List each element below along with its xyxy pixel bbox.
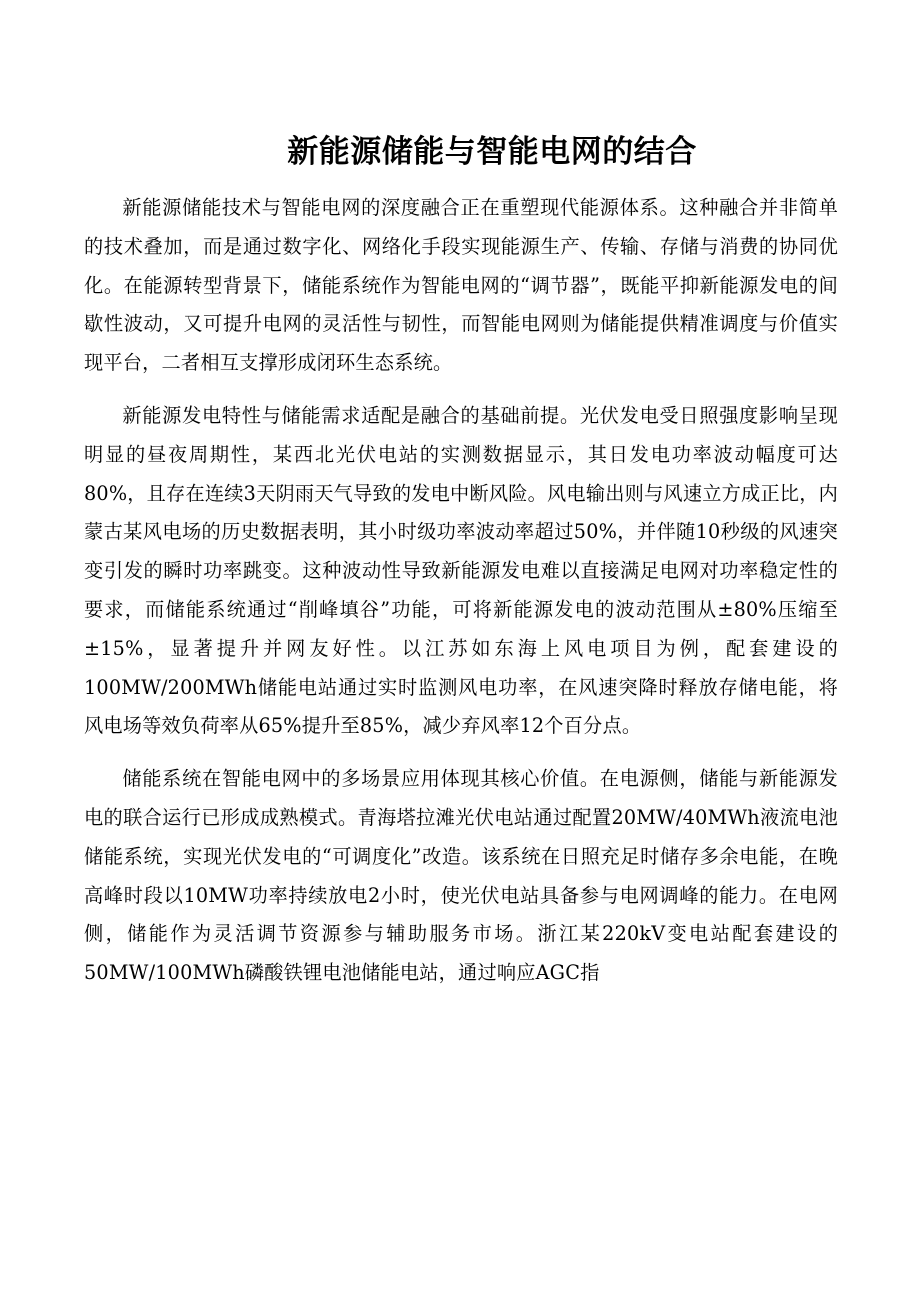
paragraph-application-scenarios: 储能系统在智能电网中的多场景应用体现其核心价值。在电源侧，储能与新能源发电的联合运行已形成成熟模式。青海塔拉滩光伏电站通过配置20MW/40MWh液流电池储能系统，实现光伏发电的“可调度化”改造。该系统在日照充足时储存多余电能，在晚高峰时段以10MW功率持续放电2小时，使光伏电站具备参与电网调峰的能力。在电网侧，储能作为灵活调节资源参与辅助服务市场。浙江某220kV变电站配套建设的50MW/100MWh磷酸铁锂电池储能电站，通过响应AGC指	[84, 767, 838, 985]
paragraph-generation-characteristics: 新能源发电特性与储能需求适配是融合的基础前提。光伏发电受日照强度影响呈现明显的昼夜周期性，某西北光伏电站的实测数据显示，其日发电功率波动幅度可达80%，且存在连续3天阴雨天气导致的发电中断风险。风电输出则与风速立方成正比，内蒙古某风电场的历史数据表明，其小时级功率波动率超过50%，并伴随10秒级的风速突变引发的瞬时功率跳变。这种波动性导致新能源发电难以直接满足电网对功率稳定性的要求，而储能系统通过“削峰填谷”功能，可将新能源发电的波动范围从±80%压缩至±15%，显著提升并网友好性。以江苏如东海上风电项目为例，配套建设的100MW/200MWh储能电站通过实时监测风电功率，在风速突降时释放存储电能，将风电场等效负荷率从65%提升至85%，减少弃风率12个百分点。	[84, 403, 838, 738]
paragraph-intro: 新能源储能技术与智能电网的深度融合正在重塑现代能源体系。这种融合并非简单的技术叠加，而是通过数字化、网络化手段实现能源生产、传输、存储与消费的协同优化。在能源转型背景下，储能系统作为智能电网的“调节器”，既能平抑新能源发电的间歇性波动，又可提升电网的灵活性与韧性，而智能电网则为储能提供精准调度与价值实现平台，二者相互支撑形成闭环生态系统。	[84, 196, 838, 375]
document-body	[84, 189, 838, 993]
document-title: 新能源储能与智能电网的结合	[287, 134, 697, 170]
